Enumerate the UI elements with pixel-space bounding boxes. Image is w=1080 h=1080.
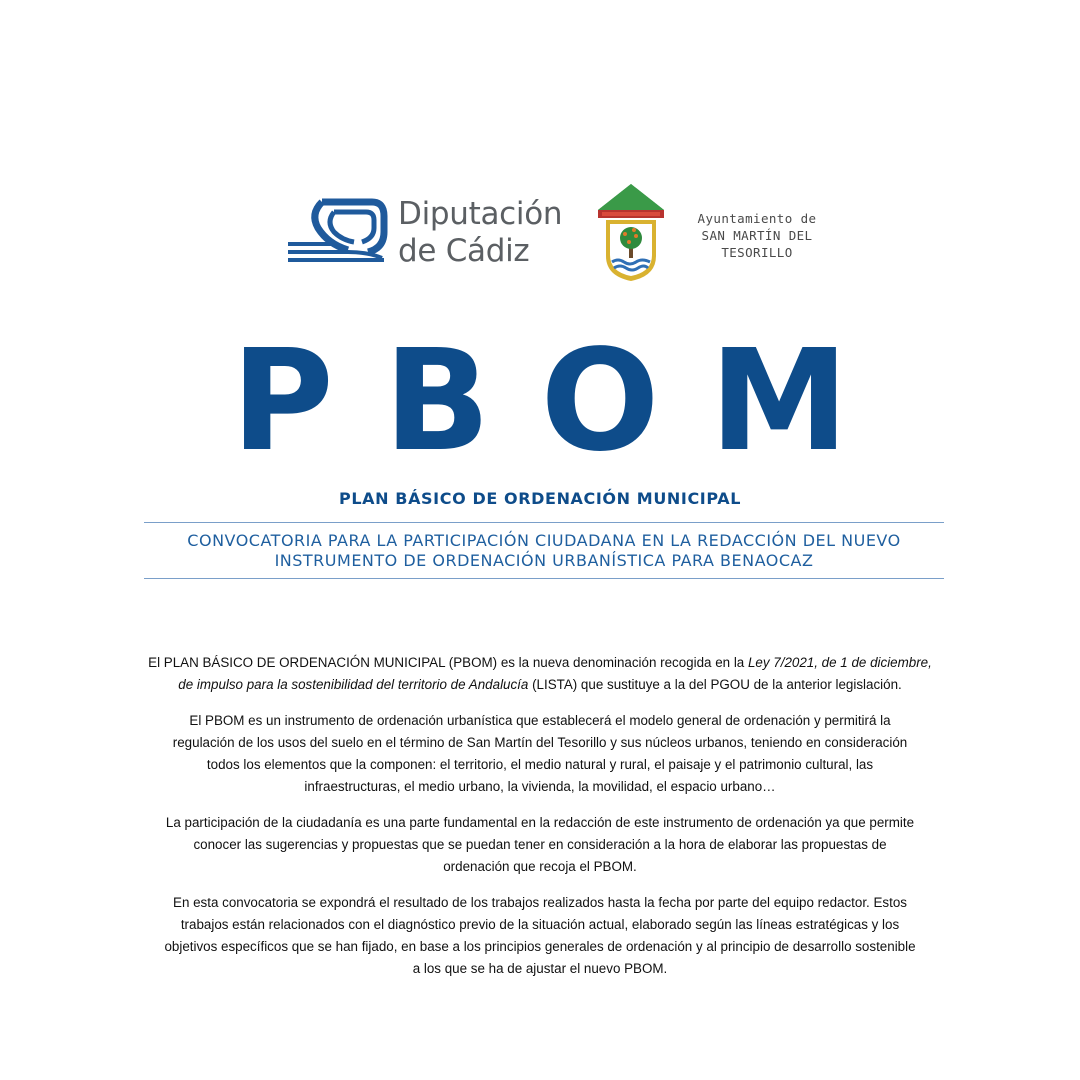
body-text [130,652,950,994]
ayuntamiento-wordmark [682,210,832,261]
pbom-title: PBOM [231,320,899,483]
paragraph-1-line-1: El PLAN BÁSICO DE ORDENACIÓN MUNICIPAL (PBOM) es la nueva denominación recogida en la Ley 7/2021, de 1 de diciembre, [148,655,932,670]
paragraph-3-line-1: La participación de la ciudadanía es una parte fundamental en la redacción de este instrumento de ordenación ya que permite [165,815,915,830]
ayuntamiento-line3: TESORILLO [721,245,793,260]
paragraph-2-line-3: todos los elementos que la componen: el territorio, el medio natural y rural, el paisaje y el patrimonio cultural, las [206,757,874,772]
paragraph-3-line-3: ordenación que recoja el PBOM. [443,859,637,874]
paragraph-4-line-3: objetivos específicos que se han fijado, en base a los principios generales de ordenación y al principio de desarrollo sostenible [164,939,916,954]
paragraph-2-line-4: infraestructuras, el medio urbano, la vivienda, la movilidad, el espacio urbano… [304,779,776,794]
paragraph-3-line-2: conocer las sugerencias y propuestas que se puedan tener en consideración a la hora de elaborar las propuestas de [193,837,887,852]
paragraph-3 [130,812,950,878]
convocatoria-line1: CONVOCATORIA PARA LA PARTICIPACIÓN CIUDADANA EN LA REDACCIÓN DEL NUEVO [187,531,901,550]
diputacion-cadiz-logo-icon [288,198,388,270]
paragraph-1-line-2: de impulso para la sostenibilidad del territorio de Andalucía (LISTA) que sustituye a la del PGOU de la anterior legislación. [178,677,902,692]
divider-bottom [144,578,944,579]
paragraph-4-line-2: trabajos están relacionados con el diagnóstico previo de la situación actual, elaborado según las líneas estratégicas y los [180,917,900,932]
divider-top [144,522,944,523]
diputacion-wordmark [398,196,562,270]
logo-row [0,180,1080,290]
paragraph-2-line-1: El PBOM es un instrumento de ordenación urbanística que establecerá el modelo general de ordenación y permitirá la [189,713,891,728]
paragraph-1 [130,652,950,696]
paragraph-4-line-4: a los que se ha de ajustar el nuevo PBOM. [412,961,668,976]
paragraph-2 [130,710,950,798]
paragraph-2-line-2: regulación de los usos del suelo en el término de San Martín del Tesorillo y sus núcleos urbanos, teniendo en consideración [172,735,908,750]
paragraph-4-line-1: En esta convocatoria se expondrá el resultado de los trabajos realizados hasta la fecha por parte del equipo redactor. Estos [173,895,907,910]
ayuntamiento-line1: Ayuntamiento de [697,211,817,226]
convocatoria-line2: INSTRUMENTO DE ORDENACIÓN URBANÍSTICA PARA BENAOCAZ [274,551,814,570]
diputacion-line2: de Cádiz [398,233,530,269]
convocatoria-heading [144,531,944,571]
san-martin-seal-icon [598,184,664,282]
diputacion-line1: Diputación [398,196,563,232]
ayuntamiento-line2: SAN MARTÍN DEL [701,228,813,243]
plan-subtitle: PLAN BÁSICO DE ORDENACIÓN MUNICIPAL [339,489,741,508]
paragraph-4 [130,892,950,980]
